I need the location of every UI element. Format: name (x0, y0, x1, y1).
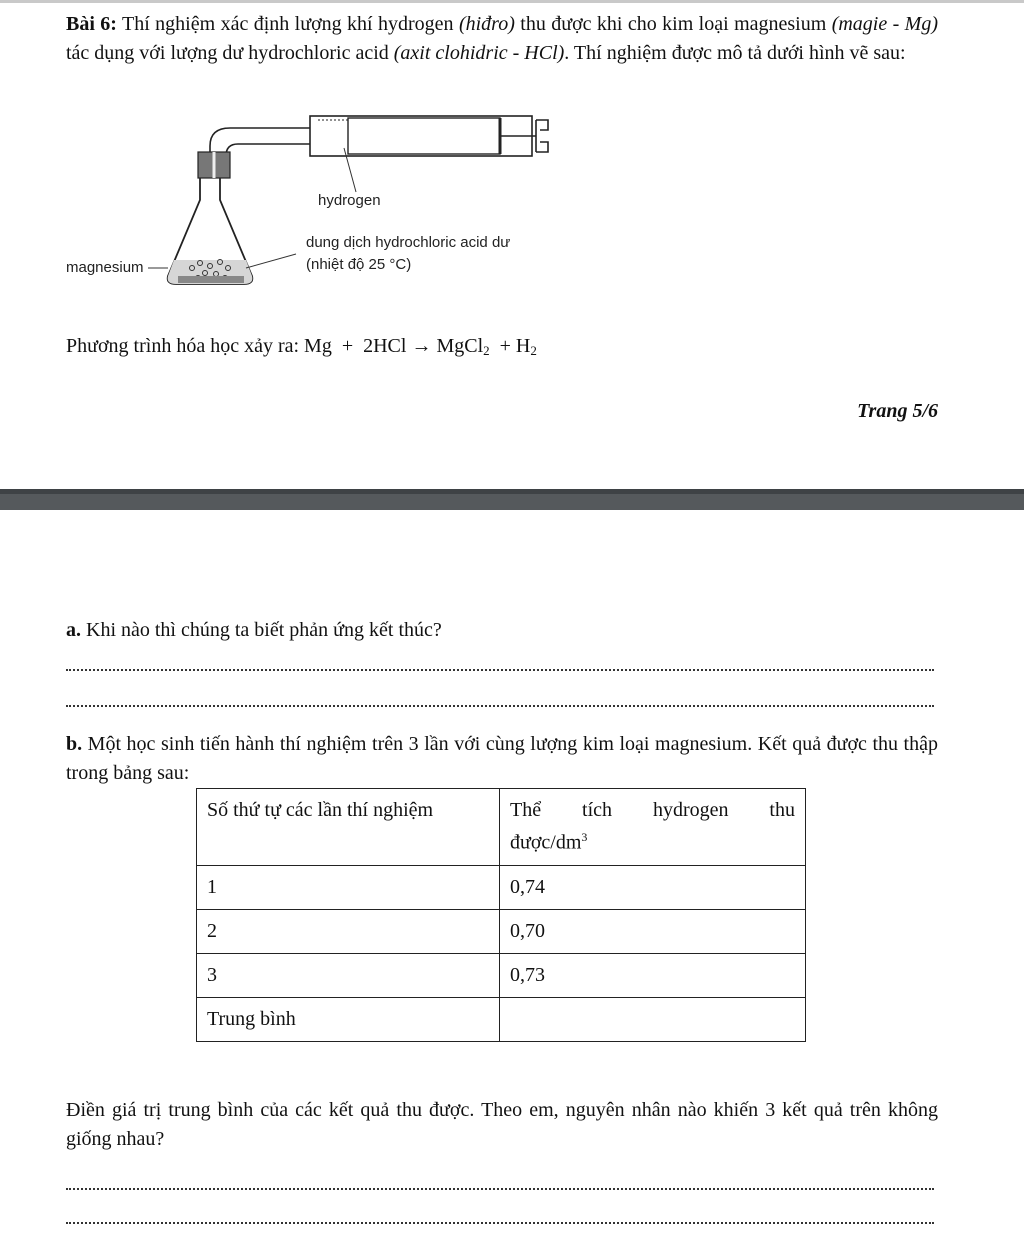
question-c: Điền giá trị trung bình của các kết quả thu được. Theo em, nguyên nhân nào khiến 3 kết quả trên không giống nhau? (66, 1099, 938, 1150)
equation-reactants: Mg + 2HCl (304, 335, 407, 357)
equation-product2-sub: 2 (530, 343, 537, 358)
header-volume-line1: Thể tích hydrogen thu (510, 799, 795, 821)
average-value-cell[interactable] (500, 997, 806, 1041)
average-label-cell: Trung bình (197, 997, 500, 1041)
question-b-text: Một học sinh tiến hành thí nghiệm trên 3 lần với cùng lượng kim loại magnesium. Kết quả được thu thập trong bảng sau: (66, 733, 938, 784)
label-magnesium: magnesium (66, 259, 144, 276)
question-a-label: a. (66, 619, 81, 641)
results-table (196, 788, 806, 1042)
problem-intro (66, 10, 938, 68)
trial-cell: 2 (197, 909, 500, 953)
volume-cell: 0,70 (500, 909, 806, 953)
header-volume (500, 789, 806, 866)
intro-text-3: tác dụng với lượng dư hydrochloric acid (66, 42, 394, 64)
intro-magie: (magie - Mg) (831, 13, 939, 35)
gas-syringe (310, 116, 548, 156)
top-border (0, 0, 1024, 3)
table-row (197, 953, 806, 997)
apparatus-diagram (60, 108, 580, 298)
intro-hidro: (hiđro) (458, 13, 515, 35)
equation-prefix: Phương trình hóa học xảy ra: (66, 335, 305, 357)
intro-text-1: Thí nghiệm xác định lượng khí hydrogen (116, 13, 459, 35)
equation-product1: MgCl (436, 335, 484, 357)
page-number: Trang 5/6 (857, 400, 938, 422)
equation-product1-sub: 2 (483, 343, 490, 358)
volume-cell: 0,73 (500, 953, 806, 997)
label-acid-line1: dung dịch hydrochloric acid dư (306, 234, 511, 251)
question-a-text: Khi nào thì chúng ta biết phản ứng kết thúc? (81, 619, 442, 641)
question-b (66, 730, 938, 788)
question-b-label: b. (66, 733, 83, 755)
table-row (197, 865, 806, 909)
magnesium-strip (178, 276, 244, 283)
label-hydrogen: hydrogen (318, 192, 381, 209)
table-header-row (197, 789, 806, 866)
header-trial: Số thứ tự các lần thí nghiệm (197, 789, 500, 866)
trial-cell: 1 (197, 865, 500, 909)
header-volume-unit: được/dm (510, 831, 582, 854)
header-volume-line2 (510, 824, 795, 857)
trial-cell: 3 (197, 953, 500, 997)
header-volume-sup: 3 (581, 830, 588, 844)
label-acid-line2: (nhiệt độ 25 °C) (306, 256, 412, 273)
intro-axit: (axit clohidric - HCl) (393, 42, 565, 64)
equation-plus: + H (489, 335, 531, 357)
acid-leader (246, 254, 296, 268)
answer-line-a2[interactable] (66, 705, 934, 707)
answer-line-c1[interactable] (66, 1188, 934, 1190)
page-separator (0, 489, 1024, 510)
intro-text-4: . Thí nghiệm được mô tả dưới hình vẽ sau: (564, 42, 906, 64)
table-row-average (197, 997, 806, 1041)
question-a (66, 616, 442, 645)
answer-line-a1[interactable] (66, 669, 934, 671)
table-row (197, 909, 806, 953)
intro-text-2: thu được khi cho kim loại magnesium (514, 13, 832, 35)
answer-line-c2[interactable] (66, 1222, 934, 1224)
volume-cell: 0,74 (500, 865, 806, 909)
chemical-equation (66, 332, 537, 361)
problem-number: Bài 6: (66, 13, 117, 35)
arrow-icon: → (406, 335, 437, 357)
